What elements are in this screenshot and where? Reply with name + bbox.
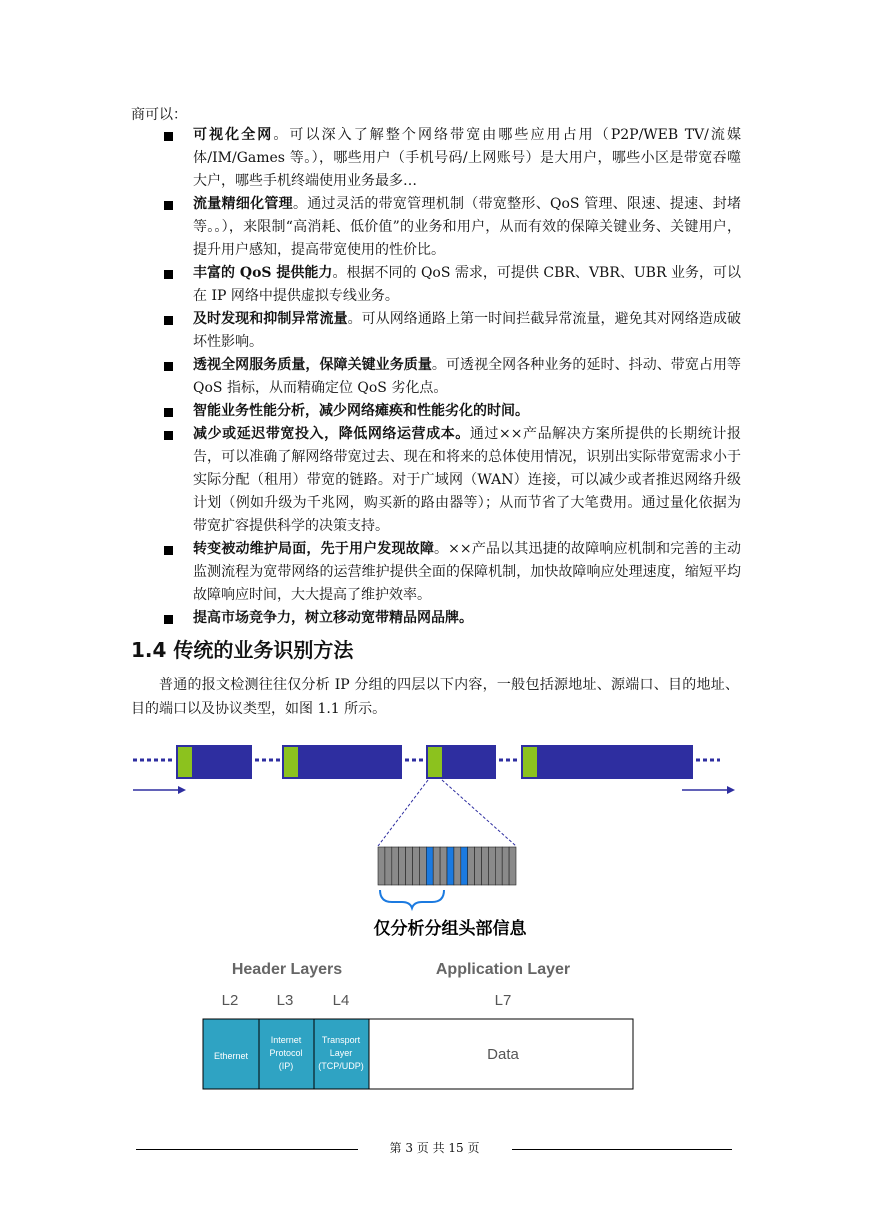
header-byte-cell (440, 847, 447, 885)
transport-label-line: Layer (329, 1048, 353, 1058)
bullet-text: 。通过灵活的带宽管理机制（带宽整形、QoS 管理、限速、提速、封堵等。。），来限制“高消耗、低价值”的业务和用户，从而有效的保障关键业务、关键用户，提升用户感知，提高带宽使用的性价比。 (193, 196, 741, 258)
packet-header (523, 747, 537, 777)
packet-block (282, 745, 402, 779)
header-byte-cell (433, 847, 440, 885)
header-byte-cell (482, 847, 489, 885)
bullet-bold: 流量精细化管理 (193, 196, 293, 212)
page-number: 第 3 页 共 15 页 (389, 1141, 480, 1155)
bullet-bold: 智能业务性能分析，减少网络瘫痪和性能劣化的时间。 (193, 403, 529, 419)
application-layer-label: Application Layer (435, 961, 571, 978)
l3-label: L3 (276, 992, 294, 1009)
packet-stream (133, 745, 720, 779)
header-byte-cell (413, 847, 420, 885)
direction-arrow-icon (133, 786, 186, 794)
transport-label-line: (TCP/UDP) (318, 1061, 364, 1071)
zoom-line (442, 780, 516, 846)
header-byte-cell (399, 847, 406, 885)
intro-text: 商可以： (131, 107, 187, 123)
body-paragraph: 普通的报文检测往往仅分析 IP 分组的四层以下内容，一般包括源地址、源端口、目的地址、目的端口以及协议类型，如图 1.1 所示。 (131, 677, 739, 717)
bullet-text: 。××产品以其迅捷的故障响应机制和完善的主动监测流程为宽带网络的运营维护提供全面的保障机制，加快故障响应处理速度，缩短平均故障响应时间，大大提高了维护效率。 (193, 541, 741, 603)
bullet-bold: 减少或延迟带宽投入，降低网络运营成本。 (193, 426, 470, 442)
header-byte-cell (406, 847, 413, 885)
header-byte-cell (468, 847, 475, 885)
bullet-bold: 透视全网服务质量，保障关键业务质量 (193, 357, 432, 373)
packet-header (178, 747, 192, 777)
ip-label-line: Protocol (269, 1048, 303, 1058)
bullet-text: 。可从网络通路上第一时间拦截异常流量，避免其对网络造成破坏性影响。 (193, 311, 742, 350)
figure-caption: 仅分析分组头部信息 (373, 919, 527, 939)
header-byte-cell (495, 847, 502, 885)
header-byte-cell (447, 847, 454, 885)
ethernet-label: Ethernet (213, 1051, 249, 1061)
bullet-text: 。根据不同的 QoS 需求，可提供 CBR、VBR、UBR 业务，可以在 IP 网络中提供虚拟专线业务。 (193, 265, 741, 304)
bullet-text: 。可以深入了解整个网络带宽由哪些应用占用（P2P/WEB TV/流媒体/IM/Games 等。），哪些用户（手机号码/上网账号）是大用户，哪些小区是带宽吞噬大户，哪些手机终端使用业务最多… (193, 127, 742, 189)
ip-label-line: Internet (270, 1035, 302, 1045)
header-byte-strip (378, 847, 516, 885)
data-label: Data (487, 1046, 519, 1063)
packet-block (521, 745, 693, 779)
header-byte-cell (475, 847, 482, 885)
header-byte-cell (385, 847, 392, 885)
bullet-bold: 转变被动维护局面，先于用户发现故障 (193, 541, 434, 557)
transport-label-line: Transport (321, 1035, 361, 1045)
bullet-bold: 提高市场竞争力，树立移动宽带精品网品牌。 (193, 610, 473, 626)
l2-label: L2 (221, 992, 239, 1009)
section-heading: 1.4 传统的业务识别方法 (131, 638, 354, 662)
direction-arrow-icon (682, 786, 735, 794)
header-byte-cell (502, 847, 509, 885)
bullet-bold: 及时发现和抑制异常流量 (193, 311, 348, 327)
bullet-bold: 可视化全网 (193, 127, 274, 143)
packet-header (428, 747, 442, 777)
l4-label: L4 (332, 992, 350, 1009)
header-layers-label: Header Layers (231, 961, 343, 978)
header-byte-cell (378, 847, 385, 885)
header-byte-cell (426, 847, 433, 885)
header-byte-cell (454, 847, 461, 885)
bullet-text: 。可透视全网各种业务的延时、抖动、带宽占用等 QoS 指标，从而精确定位 QoS 劣化点。 (193, 357, 742, 396)
bullet-text: 通过××产品解决方案所提供的长期统计报告，可以准确了解网络带宽过去、现在和将来的总体使用情况，识别出实际带宽需求小于实际分配（租用）带宽的链路。对于广域网（WAN）连接，可以减少或者推迟网络升级计划（例如升级为千兆网，购买新的路由器等）；从而节省了大笔费用。通过量化依据为带宽扩容提供科学的决策支持。 (193, 426, 741, 534)
header-byte-cell (509, 847, 516, 885)
header-byte-cell (392, 847, 399, 885)
header-byte-cell (488, 847, 495, 885)
ip-label-line: (IP) (278, 1061, 294, 1071)
l7-label: L7 (494, 992, 512, 1009)
header-byte-cell (461, 847, 468, 885)
packet-header (284, 747, 298, 777)
bullet-bold: 丰富的 QoS 提供能力 (193, 265, 333, 281)
zoom-line (378, 780, 428, 846)
brace-icon (380, 890, 444, 908)
header-byte-cell (419, 847, 426, 885)
